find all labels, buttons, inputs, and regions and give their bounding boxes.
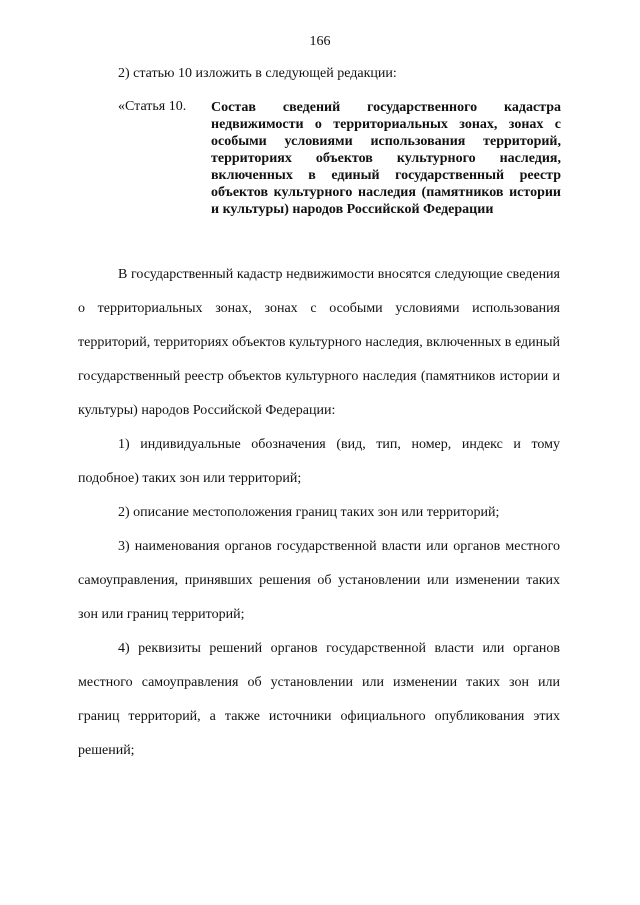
paragraph-lead: В государственный кадастр недвижимости вносятся следующие сведения о территориальных зонах, зонах с особыми условиями использования территорий, территориях объектов культурного наследия, включенных в единый государственный реестр объектов культурного наследия (памятников истории и культуры) народов Российской Федерации: (78, 267, 560, 418)
list-item-3: 3) наименования органов государственной власти или органов местного самоуправления, принявших решения об установлении или изменении таких зон или границ территорий; (78, 539, 560, 622)
article-label: «Статья 10. (118, 99, 187, 114)
amendment-intro: 2) статью 10 изложить в следующей редакции: (118, 66, 397, 81)
list-item-4: 4) реквизиты решений органов государственной власти или органов местного самоуправления об установлении или изменении таких зон или границ территорий, а также источники официального опубликования этих решений; (78, 641, 560, 758)
list-item-1: 1) индивидуальные обозначения (вид, тип, номер, индекс и тому подобное) таких зон или территорий; (78, 437, 560, 486)
article-title: Состав сведений государственного кадастра недвижимости о территориальных зонах, зонах с особыми условиями использования территорий, территориях объектов культурного наследия, включенных в единый государственный реестр объектов культурного наследия (памятников истории и культуры) народов Российской Федерации (211, 100, 561, 217)
page-number: 166 (309, 34, 331, 49)
article-body (78, 258, 560, 768)
list-item-2: 2) описание местоположения границ таких зон или территорий; (118, 505, 500, 520)
